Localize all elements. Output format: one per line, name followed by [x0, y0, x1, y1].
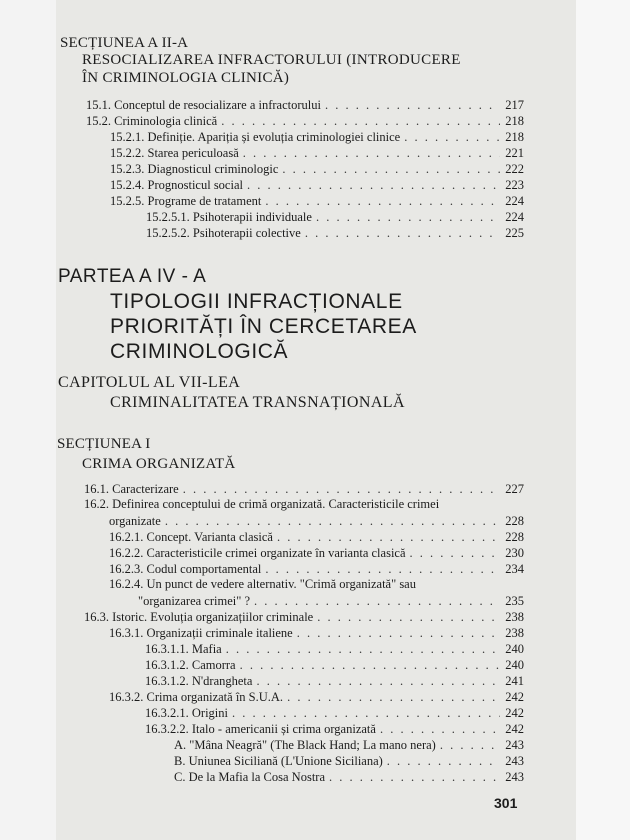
toc-entry-text: 16.2. Definirea conceptului de crimă organizată. Caracteristicile crimei — [84, 497, 440, 511]
toc-entry-text: 16.3.1.1. Mafia — [145, 642, 222, 656]
toc-entry-page: 224 — [505, 210, 524, 224]
toc-entry-text: 15.2.5. Programe de tratament — [110, 194, 262, 208]
toc-entry-page: 241 — [505, 674, 524, 688]
toc-entry-page: 242 — [505, 690, 524, 704]
toc-entry-page: 225 — [505, 226, 524, 240]
page-number: 301 — [494, 795, 518, 811]
toc-entry-page: 227 — [505, 482, 524, 496]
toc-entry — [109, 545, 524, 561]
toc-entry — [110, 129, 524, 145]
toc-entry-page: 218 — [505, 114, 524, 128]
toc-entry-page: 235 — [505, 594, 524, 608]
toc-entry-page: 221 — [505, 146, 524, 160]
toc-leader — [287, 689, 500, 705]
toc-entry-page: 242 — [505, 722, 524, 736]
toc-entry-page: 217 — [505, 98, 524, 112]
toc-entry-text: 16.3.1. Organizații criminale italiene — [109, 626, 293, 640]
toc-entry-page: 228 — [505, 530, 524, 544]
toc-leader — [404, 129, 500, 145]
part-title-line3: CRIMINOLOGICĂ — [110, 340, 289, 363]
toc-entry-text: 16.3. Istoric. Evoluția organizațiilor criminale — [84, 610, 314, 624]
toc-entry — [145, 721, 524, 737]
toc-entry — [109, 529, 524, 545]
toc-leader — [247, 177, 500, 193]
toc-entry — [84, 609, 524, 625]
toc-entry-text: 16.2.3. Codul comportamental — [109, 562, 262, 576]
toc-entry-text: 16.3.1.2. Camorra — [145, 658, 236, 672]
toc-entry-text: 16.3.2. Crima organizată în S.U.A. — [109, 690, 284, 704]
toc-leader — [317, 609, 500, 625]
toc-entry-text: B. Uniunea Siciliană (L'Unione Siciliana) — [174, 754, 383, 768]
toc-entry-text: 16.2.1. Concept. Varianta clasică — [109, 530, 273, 544]
toc-entry-text: 16.2.4. Un punct de vedere alternativ. "Crimă organizată" sau — [109, 577, 416, 591]
toc-entry-page: 238 — [505, 610, 524, 624]
toc-entry-text: 15.1. Conceptul de resocializare a infractorului — [86, 98, 321, 112]
toc-leader — [226, 641, 500, 657]
chapter-title: CRIMINALITATEA TRANSNAȚIONALĂ — [110, 394, 405, 411]
toc-entry — [174, 737, 524, 753]
toc-entry-text: 16.3.2.2. Italo - americanii și crima organizată — [145, 722, 376, 736]
toc-entry-page: 234 — [505, 562, 524, 576]
section-title-line1: RESOCIALIZAREA INFRACTORULUI (INTRODUCERE — [82, 52, 461, 68]
toc-entry-text: 15.2.3. Diagnosticul criminologic — [110, 162, 279, 176]
toc-entry-text: A. "Mâna Neagră" (The Black Hand; La mano nera) — [174, 738, 436, 752]
toc-entry — [109, 689, 524, 705]
toc-entry — [145, 673, 524, 689]
toc-leader — [305, 225, 500, 241]
toc-entry — [86, 113, 524, 129]
section-title-line2: ÎN CRIMINOLOGIA CLINICĂ) — [82, 70, 290, 86]
toc-entry-page: 223 — [505, 178, 524, 192]
toc-entry — [110, 177, 524, 193]
toc-leader — [440, 737, 500, 753]
toc-entry-page: 243 — [505, 738, 524, 752]
toc-leader — [265, 561, 500, 577]
toc-entry-page: 243 — [505, 754, 524, 768]
toc-entry — [109, 561, 524, 577]
toc-leader — [297, 625, 500, 641]
toc-leader — [325, 97, 500, 113]
part-heading: PARTEA A IV - A — [58, 266, 207, 287]
toc-entry-page: 240 — [505, 642, 524, 656]
toc-entry-page: 240 — [505, 658, 524, 672]
toc-entry — [110, 161, 524, 177]
toc-entry — [86, 97, 524, 113]
toc-entry-text: 15.2.2. Starea periculoasă — [110, 146, 239, 160]
toc-entry — [109, 625, 524, 641]
toc-leader — [410, 545, 500, 561]
toc-entry — [84, 481, 524, 497]
toc-entry-page: 222 — [505, 162, 524, 176]
toc-entry — [174, 769, 524, 785]
toc-entry — [146, 225, 524, 241]
toc-entry-text: 15.2.1. Definiție. Apariția și evoluția criminologiei clinice — [110, 130, 401, 144]
toc-entry — [145, 705, 524, 721]
toc-leader — [240, 657, 500, 673]
toc-entry — [138, 593, 524, 609]
toc-entry-page: 230 — [505, 546, 524, 560]
toc-entry-text: C. De la Mafia la Cosa Nostra — [174, 770, 326, 784]
toc-entry-text: "organizarea crimei" ? — [138, 594, 250, 608]
toc-leader — [256, 673, 500, 689]
toc-entry-page: 238 — [505, 626, 524, 640]
toc-leader — [380, 721, 500, 737]
chapter-heading: CAPITOLUL AL VII-LEA — [58, 374, 241, 391]
toc-leader — [221, 113, 500, 129]
toc-entry-text: 16.2.2. Caracteristicile crimei organizate în varianta clasică — [109, 546, 406, 560]
toc-entry-page: 228 — [505, 514, 524, 528]
toc-entry — [145, 657, 524, 673]
toc-entry-text: 15.2.5.2. Psihoterapii colective — [146, 226, 301, 240]
toc-leader — [329, 769, 500, 785]
toc-leader — [387, 753, 500, 769]
toc-leader — [282, 161, 500, 177]
toc-entry-text: 15.2.5.1. Psihoterapii individuale — [146, 210, 312, 224]
toc-entry-text: 15.2. Criminologia clinică — [86, 114, 218, 128]
toc-leader — [254, 593, 500, 609]
toc-entry — [145, 641, 524, 657]
toc-entry-page: 242 — [505, 706, 524, 720]
section-heading: SECȚIUNEA A II-A — [60, 35, 189, 51]
toc-leader — [265, 193, 500, 209]
toc-leader — [277, 529, 500, 545]
toc-entry — [109, 513, 524, 529]
toc-leader — [316, 209, 500, 225]
background-right — [576, 0, 630, 840]
background-left — [0, 0, 57, 840]
toc-leader — [165, 513, 500, 529]
part-title-line2: PRIORITĂȚI ÎN CERCETAREA — [110, 315, 417, 338]
toc-entry-text: 16.1. Caracterizare — [84, 482, 179, 496]
section-title: CRIMA ORGANIZATĂ — [82, 456, 236, 472]
toc-entry — [174, 753, 524, 769]
toc-leader — [232, 705, 500, 721]
toc-entry — [110, 145, 524, 161]
toc-leader — [183, 481, 500, 497]
toc-entry-page: 224 — [505, 194, 524, 208]
part-title-line1: TIPOLOGII INFRACȚIONALE — [110, 290, 403, 313]
toc-entry-text: organizate — [109, 514, 161, 528]
toc-entry-page: 218 — [505, 130, 524, 144]
toc-entry-text: 16.3.2.1. Origini — [145, 706, 228, 720]
toc-leader — [243, 145, 500, 161]
toc-entry-text: 16.3.1.2. N'drangheta — [145, 674, 253, 688]
toc-entry — [110, 193, 524, 209]
toc-entry-page: 243 — [505, 770, 524, 784]
toc-entry-text: 15.2.4. Prognosticul social — [110, 178, 243, 192]
section-heading: SECȚIUNEA I — [57, 436, 151, 452]
toc-entry — [146, 209, 524, 225]
